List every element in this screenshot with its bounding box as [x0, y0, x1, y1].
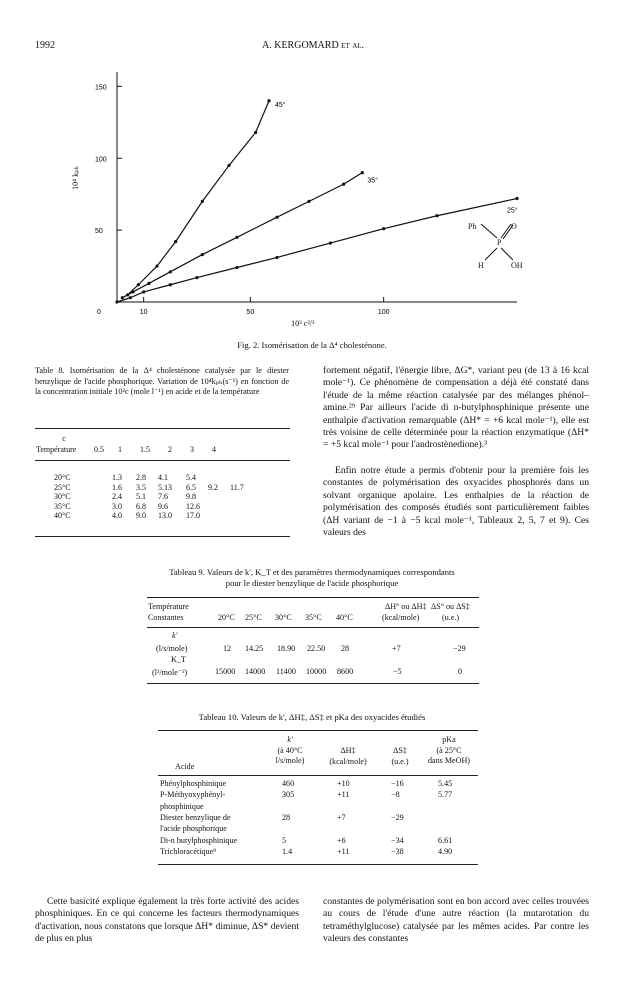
table9-h-const: Constantes [148, 613, 184, 622]
data-point [169, 270, 172, 273]
running-authors: A. KERGOMARD et al. [262, 40, 365, 51]
table8-c-label: c [62, 434, 66, 443]
data-point [515, 197, 518, 200]
data-point [121, 296, 124, 299]
table9-kt-value: 10000 [306, 667, 327, 676]
table9-k-ds: −29 [453, 644, 466, 653]
table8-cell: 3.0 [112, 501, 122, 511]
table8-cell: 35°C [54, 501, 71, 511]
table8-col: 0.5 [94, 445, 104, 454]
table8-row [32, 492, 248, 502]
table8-top-rule [35, 428, 290, 429]
data-point [227, 164, 230, 167]
table8-cell: 2.8 [136, 473, 146, 482]
table8-cell [226, 502, 248, 512]
table9-k-value: 18.90 [277, 644, 296, 653]
data-point [235, 236, 238, 239]
table8-row [32, 473, 248, 483]
table10-cell-pka: 6.61 [438, 835, 453, 845]
table8-col: 4 [212, 445, 216, 454]
table9-h-ds-unit: (u.e.) [442, 613, 460, 622]
table8-cell: 12.6 [186, 501, 200, 511]
table10-cell-acide: l'acide phosphorique [160, 824, 227, 834]
table8-bottom-rule [35, 536, 290, 537]
data-point [137, 283, 140, 286]
table10-cell-ds: −29 [391, 812, 404, 822]
table9-caption-line1: Tableau 9. Valeurs de k', K_T et des paramètres thermodynamiques correspondants [169, 567, 455, 577]
series-line [128, 101, 269, 295]
table10-cell-k: 5 [282, 835, 287, 845]
table8-cell: 4.0 [112, 511, 122, 521]
table9-temp: 20°C [218, 613, 235, 622]
y-tick-label: 150 [95, 84, 107, 92]
x-tick-label: 0 [97, 309, 101, 316]
table9-kt-unit: (l²/mole⁻²) [152, 668, 188, 677]
table10-h-pka-2: (à 25°C [436, 745, 462, 755]
data-point [147, 282, 150, 285]
table10-cell-pka: 4.90 [438, 846, 453, 856]
x-tick-label: 10 [139, 309, 148, 316]
table10-cell-acide: phosphinique [160, 801, 204, 811]
data-point [142, 290, 145, 293]
table9-k-value: 12 [223, 644, 232, 653]
data-point [329, 241, 332, 244]
table8-cell: 5.1 [136, 492, 146, 502]
table8-row [32, 511, 248, 521]
table8-cell: 9.6 [158, 501, 168, 511]
table8-row [32, 502, 248, 512]
data-point [174, 240, 177, 243]
data-point [275, 216, 278, 219]
bottom-left-text: Cette basicité explique également la très forte activité des acides phosphiniques. En ce qui concerne les facteurs thermodynamiques d'activation, nous constatons que lorsque ΔH* diminue, ΔS* devient de plus en plus [35, 896, 299, 945]
table9-k-value: 14.25 [245, 644, 264, 653]
table10-cell-acide: Trichloracétique⁹ [160, 846, 217, 856]
table8-cell [226, 511, 248, 521]
y-tick-label: 50 [95, 228, 103, 236]
table8-cell: 40°C [54, 511, 71, 521]
series-line [117, 199, 517, 303]
table8-col: 2 [168, 445, 172, 454]
table8-col: 1.5 [140, 445, 150, 454]
table9-mid-rule [147, 627, 479, 628]
table9-h-ds: ΔS° ou ΔS‡ [431, 602, 470, 611]
table9-top-rule [147, 597, 479, 598]
table10-h-ds-2: (u.e.) [391, 756, 409, 766]
data-point [307, 200, 310, 203]
page-number: 1992 [35, 40, 55, 51]
bond-p-h [485, 248, 497, 260]
data-point [169, 283, 172, 286]
table10-cell-dh: +6 [337, 835, 346, 845]
table8-cell: 4.1 [158, 473, 168, 482]
y-tick-label: 100 [95, 156, 107, 164]
table8-cell: 1.6 [112, 482, 122, 492]
table10-cell-dh: +7 [337, 812, 346, 822]
data-point [195, 276, 198, 279]
table10-cell-ds: −38 [391, 846, 404, 856]
table9-h-temp: Température [148, 602, 189, 611]
table10-cell-ds: −34 [391, 835, 404, 845]
table10-cell-k: 460 [282, 779, 295, 788]
table8-cell: 3.5 [136, 482, 146, 492]
table8-col: 1 [118, 445, 122, 454]
table10-h-acide: Acide [175, 762, 195, 771]
chart-series [115, 99, 518, 303]
series-line [122, 173, 362, 298]
x-tick-label: 100 [377, 309, 390, 316]
table10-top-rule [158, 730, 478, 731]
x-axis-label: 10³ c²/³ [291, 319, 315, 328]
table8-cell: 9.2 [208, 482, 218, 492]
table10-cell-acide: Phénylphosphinique [160, 779, 227, 788]
table8-cell: 9.8 [186, 492, 196, 502]
structure-o: O [511, 222, 517, 231]
table10-cell-k: 1.4 [282, 846, 293, 856]
table10-bottom-rule [158, 864, 478, 865]
data-point [131, 290, 134, 293]
data-point [361, 171, 364, 174]
structure-ph: Ph [468, 222, 477, 231]
data-point [201, 253, 204, 256]
table10-h-pka-1: pKa [442, 735, 456, 744]
table8-cell: 9.0 [136, 511, 146, 521]
data-point [155, 264, 158, 267]
table10-h-ds-1: ΔS‡ [393, 746, 407, 755]
data-point [201, 200, 204, 203]
series-label: 25° [507, 207, 518, 215]
table8-cell: 25°C [54, 482, 71, 492]
table10-cell-ds: −8 [391, 790, 400, 800]
table8-cell: 7.6 [158, 492, 168, 502]
table10-cell-ds: −16 [391, 779, 404, 788]
table10-h-k [270, 735, 310, 767]
bottom-right-text: constantes de polymérisation sont en bon accord avec celles trouvées au cours de l'étude d'une autre réaction (la mutarotation du tetraméthylglucose) catalysée par les mêmes acides. Par contre les valeurs des constantes [323, 896, 589, 945]
table8-cell: 2.4 [112, 492, 122, 502]
table9-kt-value: 11400 [276, 667, 296, 676]
data-point [129, 296, 132, 299]
table8-cell: 6.5 [186, 482, 196, 492]
table8-cell [204, 511, 226, 521]
table10-h-k-3: l/s/mole) [275, 756, 305, 765]
table10-h-dh [318, 746, 378, 767]
y-axis-label: 10⁴ kₚₕ [71, 166, 80, 190]
table9-temp: 35°C [305, 613, 322, 622]
table10-h-dh-1: ΔH‡ [340, 746, 356, 755]
table10-caption: Tableau 10. Valeurs de k', ΔH‡, ΔS‡ et pKa des oxyacides étudiés [198, 712, 426, 722]
chart-axes [95, 72, 517, 316]
table8-caption: Table 8. Isomérisation de la Δ⁴ cholesténone catalysée par le diester benzylique de l'acide phosphorique. Variation de 10⁴kₚₕ(s⁻¹) en fonction de la concentration initiale 10²c (mole l⁻¹) en acide et de la température [35, 366, 289, 397]
table10-cell-dh: +11 [337, 790, 350, 800]
data-point [267, 99, 270, 102]
table10-h-k-1: k' [287, 735, 293, 744]
table9-temp: 30°C [275, 613, 292, 622]
table10-cell-k: 305 [282, 790, 295, 800]
table9-caption-line2: pour le diester benzylique de l'acide phosphorique [225, 578, 399, 588]
table8-header [32, 445, 230, 455]
data-point [235, 266, 238, 269]
table8-cell: 11.7 [230, 482, 244, 492]
data-point [342, 183, 345, 186]
table10-cell-dh: +11 [337, 846, 350, 856]
table9-kt-label: K_T [171, 655, 186, 664]
table8-cell [204, 473, 226, 483]
table8-cell: 20°C [54, 473, 71, 482]
table9-kt-dh: −5 [393, 667, 402, 676]
table10-h-k-2: (à 40°C [277, 745, 303, 755]
table8-temp-label: Température [36, 445, 77, 454]
table8-cell: 6.8 [136, 501, 146, 511]
table8-cell [204, 492, 226, 502]
series-label: 35° [367, 177, 378, 185]
table9-kt-value: 14000 [245, 667, 266, 676]
data-point [254, 131, 257, 134]
data-point [435, 214, 438, 217]
table8-cell: 5.13 [158, 482, 172, 492]
structure-h: H [478, 261, 484, 270]
table8-cell [226, 473, 248, 483]
table8-cell: 5.4 [186, 473, 196, 482]
table9-temp: 25°C [245, 613, 262, 622]
structure-p: P [497, 238, 502, 247]
table9-h-dh: ΔH° ou ΔH‡ [385, 602, 427, 611]
isomerisation-chart [60, 58, 580, 343]
table10-h-pka-3: dans MeOH) [427, 756, 471, 765]
figure-caption: Fig. 2. Isomérisation de la Δ⁴ cholesténone. [237, 340, 387, 350]
table9-k-value: 28 [341, 644, 350, 653]
table8-cell: 1.3 [112, 473, 122, 482]
table8-cell: 30°C [54, 492, 71, 502]
table10-cell-dh: +10 [337, 779, 350, 788]
right-column-text-1: fortement négatif, l'énergie libre, ΔG*, variant peu (de 13 à 16 kcal mole⁻¹). Ce phénomène de compensation a déjà été constaté dans l'étude de la même réaction catalysée par des mélanges phénol–amine.²⁹ Par ailleurs l'acide di n-butylphosphinique présente une enthalpie d'activation remarquable (ΔH* = +6 kcal mole⁻¹), elle est très voisine de celle déterminée pour la réaction enzymatique (ΔH* = +5 kcal mole⁻¹ pour l'androstènedione).³ [323, 365, 589, 451]
table9-kt-value: 15000 [215, 667, 236, 676]
table8-cell: 17.0 [186, 511, 200, 521]
table9-kt-ds: 0 [458, 667, 463, 676]
table9-bottom-rule [147, 683, 479, 684]
series-label: 45° [275, 101, 286, 109]
data-point [275, 256, 278, 259]
table10-cell-pka: 5.45 [438, 779, 453, 788]
bond-ph-p [481, 224, 497, 238]
table10-mid-rule [158, 775, 478, 776]
structure-oh: OH [511, 261, 523, 270]
x-tick-label: 50 [246, 309, 255, 316]
table8-cell [226, 492, 248, 502]
right-column-text-2: Enfin notre étude a permis d'obtenir pour la première fois les constantes de polymérisation des oxyacides phosphorés dans un solvant organique apolaire. Les enthalpies de la réaction de polymérisation des composés étudiés sont particulièrement faibles (ΔH variant de −1 à −5 kcal mole⁻¹, Tableaux 2, 5, 7 et 9). Ces valeurs des [323, 465, 589, 539]
table10-h-ds [380, 746, 420, 767]
table10-h-pka [418, 735, 480, 767]
table9-k-value: 22.50 [307, 644, 326, 653]
table8-cell [204, 502, 226, 512]
table10-cell-acide: Diester benzylique de [160, 812, 231, 822]
table10-cell-pka: 5.77 [438, 790, 453, 800]
data-point [115, 300, 118, 303]
table9-temp: 40°C [336, 613, 353, 622]
bond-p-o [501, 224, 511, 238]
table8-body [32, 473, 248, 521]
table8-cell: 13.0 [158, 511, 172, 521]
data-point [382, 227, 385, 230]
table9-k-dh: +7 [392, 644, 401, 653]
table10-cell-k: 28 [282, 812, 291, 822]
table8-row [32, 483, 248, 493]
table9-h-dh-unit: (kcal/mole) [382, 613, 420, 622]
bond-p-oh [501, 248, 513, 260]
table10-cell-acide: Di-n butylphosphinique [160, 835, 238, 845]
table9-kt-value: 8600 [337, 667, 354, 676]
table8-mid-rule [35, 460, 290, 461]
table8-col: 3 [190, 445, 194, 454]
table10-cell-acide: P-Méthyoxyphényl- [160, 790, 226, 800]
table10-h-dh-2: (kcal/mole) [329, 756, 367, 766]
table9-k-label: k' [172, 631, 178, 640]
table9-k-unit: (l/s/mole) [156, 644, 188, 653]
